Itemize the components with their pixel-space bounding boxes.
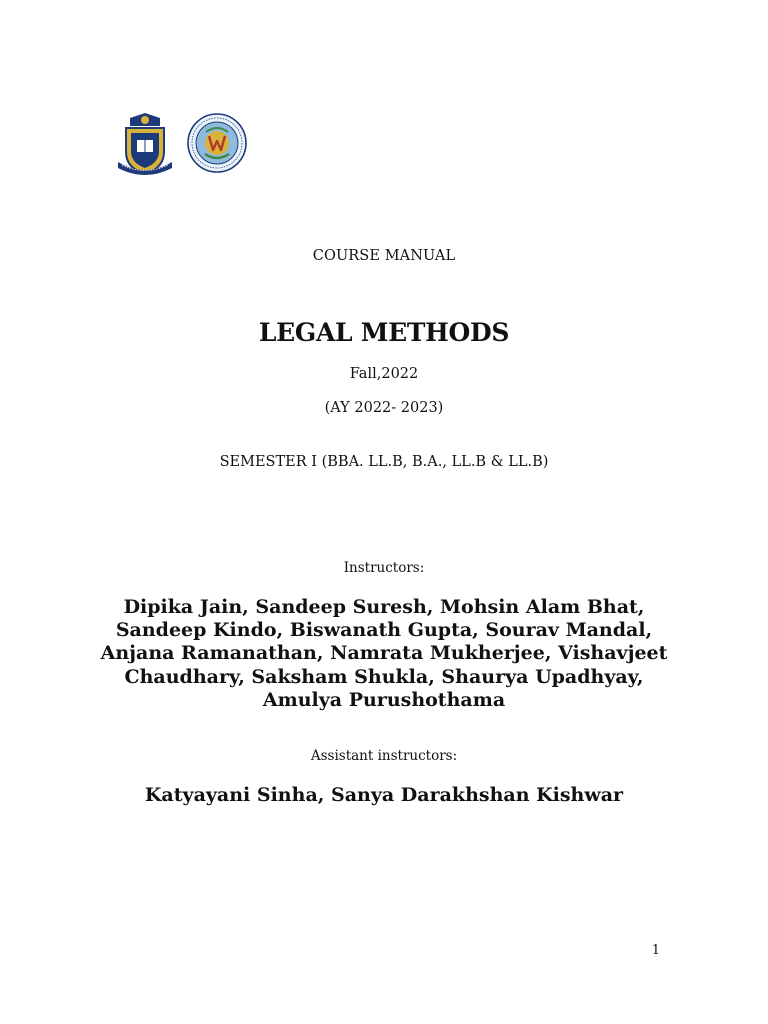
- course-title: LEGAL METHODS: [258, 318, 510, 347]
- page-number: 1: [651, 943, 660, 958]
- course-manual-label: COURSE MANUAL: [312, 248, 456, 264]
- academic-year-label: (AY 2022- 2023): [324, 400, 444, 416]
- law-school-seal-logo: [186, 112, 248, 174]
- instructors-names: Dipika Jain, Sandeep Suresh, Mohsin Alam Bhat, Sandeep Kindo, Biswanath Gupta, Sourav Mandal, Anjana Ramanathan, Namrata Mukherjee, Vishavjeet Chaudhary, Saksham Shukla, Shaurya Upadhyay, Amulya Purushothama: [100, 596, 668, 711]
- semester-label: SEMESTER I (BBA. LL.B, B.A., LL.B & LL.B): [219, 454, 549, 470]
- logo-group: [116, 110, 252, 180]
- assistant-instructors-names: Katyayani Sinha, Sanya Darakhshan Kishwar: [144, 784, 624, 806]
- term-label: Fall,2022: [349, 366, 419, 382]
- university-crest-logo: [116, 112, 174, 178]
- instructors-heading: Instructors:: [343, 560, 425, 576]
- assistant-instructors-heading: Assistant instructors:: [310, 748, 458, 764]
